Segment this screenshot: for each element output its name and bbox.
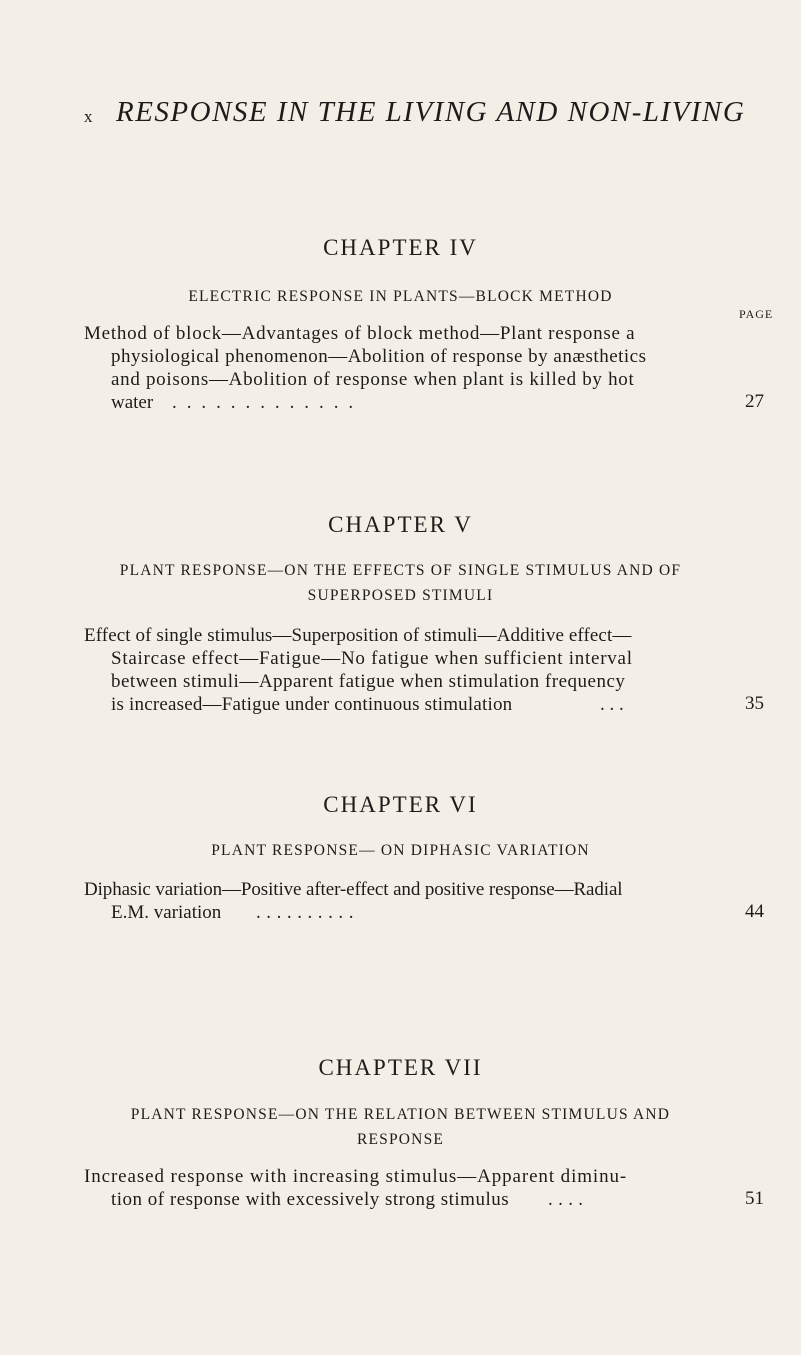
dot-leader: . . . . . . . . . . . . . (172, 392, 356, 413)
chapter-heading: CHAPTER IV (323, 235, 478, 260)
chapter-heading: CHAPTER V (328, 512, 473, 537)
summary-line: Method of block—Advantages of block method—Plant response a (84, 323, 636, 344)
chapter-subtitle: ELECTRIC RESPONSE IN PLANTS—BLOCK METHOD (188, 288, 613, 305)
dot-leader: . . . (600, 694, 624, 715)
summary-line: water (111, 392, 154, 413)
summary-line: E.M. variation (111, 902, 222, 923)
dot-leader: . . . . . . . . . . (256, 902, 354, 923)
summary-line: Effect of single stimulus—Superposition of stimuli—Additive effect— (84, 625, 632, 646)
summary-line: is increased—Fatigue under continuous stimulation (111, 694, 513, 715)
dot-leader: . . . . (548, 1189, 584, 1210)
chapter-heading: CHAPTER VI (323, 792, 478, 817)
running-head (0, 96, 801, 136)
chapter-heading: CHAPTER VII (318, 1055, 483, 1080)
summary-line: Staircase effect—Fatigue—No fatigue when sufficient interval (111, 648, 633, 669)
summary-line: tion of response with excessively strong stimulus (111, 1189, 510, 1210)
summary-line: Diphasic variation—Positive after-effect and positive response—Radial (84, 879, 623, 900)
page-number-entry: 35 (745, 693, 764, 714)
summary-line: Increased response with increasing stimulus—Apparent diminu- (84, 1166, 628, 1187)
chapter-subtitle: PLANT RESPONSE— ON DIPHASIC VARIATION (211, 842, 590, 859)
summary-line: and poisons—Abolition of response when plant is killed by hot (111, 369, 635, 390)
summary-line: between stimuli—Apparent fatigue when stimulation frequency (111, 671, 626, 692)
running-title: RESPONSE IN THE LIVING AND NON-LIVING (116, 96, 746, 128)
page-number: x (84, 107, 94, 126)
summary-line: physiological phenomenon—Abolition of response by anæsthetics (111, 346, 647, 367)
chapter-subtitle: PLANT RESPONSE—ON THE EFFECTS OF SINGLE STIMULUS AND OF SUPERPOSED STIMULI (119, 562, 682, 604)
chapter-subtitle: PLANT RESPONSE—ON THE RELATION BETWEEN STIMULUS AND RESPONSE (130, 1106, 671, 1148)
page-number-entry: 51 (745, 1188, 764, 1209)
page-column-label: PAGE (739, 307, 774, 321)
page-number-entry: 27 (745, 391, 764, 412)
page-number-entry: 44 (745, 901, 764, 922)
